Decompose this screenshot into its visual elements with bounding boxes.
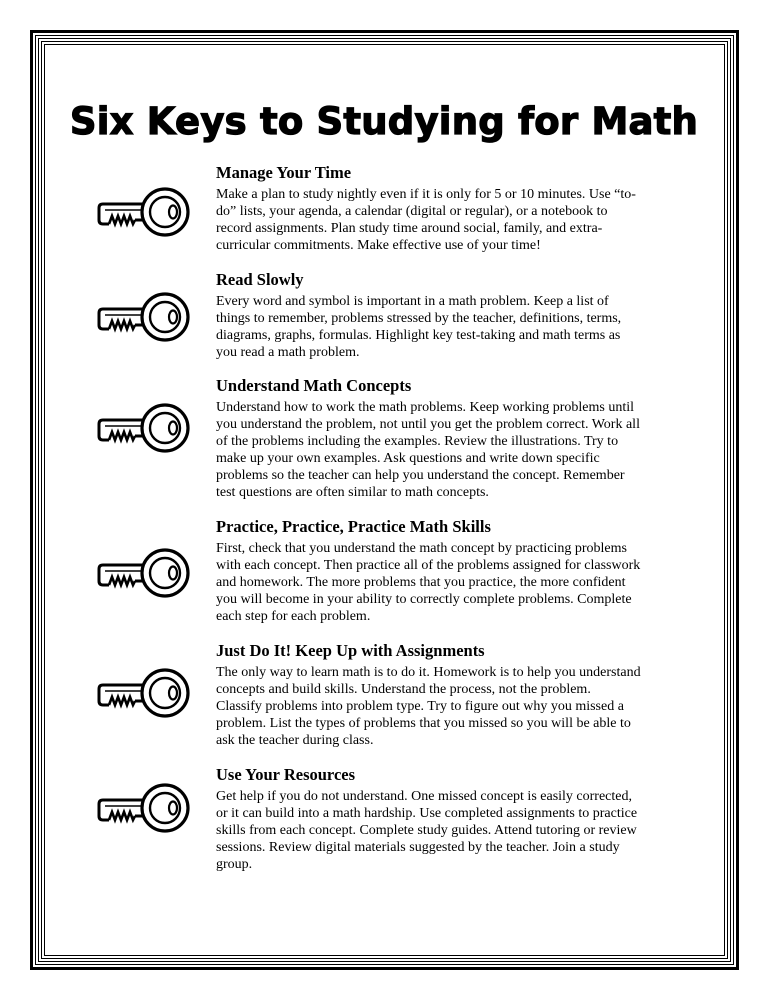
body-line: ask the teacher during class. [216,733,374,748]
section-heading: Manage Your Time [216,163,352,182]
body-line: concepts and build skills. Understand the process, not the problem. [216,682,591,697]
body-line: The only way to learn math is to do it. Homework is to help you understand [216,665,641,680]
section-body [216,788,686,873]
page-title: Six Keys to Studying for Math [69,100,699,143]
body-line: curricular commitments. Make effective use of your time! [216,238,541,253]
section-body [216,664,686,749]
section-practice-math-skills [216,517,686,625]
body-line: test questions are often similar to math concepts. [216,485,489,500]
key-icon [95,182,195,242]
section-use-your-resources [216,765,686,873]
section-heading: Practice, Practice, Practice Math Skills [216,517,491,536]
body-line: of the problems including the examples. Review the illustrations. Try to [216,434,619,449]
body-line: you read a math problem. [216,345,360,360]
key-icon [95,398,195,458]
body-line: Classify problems into problem type. Try to figure out why you missed a [216,699,624,714]
body-line: and homework. The more problems that you practice, the more confident [216,575,626,590]
body-line: make up your own examples. Ask questions and write down specific [216,451,600,466]
section-keep-up-with-assignments [216,641,686,749]
body-line: Make a plan to study nightly even if it is only for 5 or 10 minutes. Use “to- [216,187,636,202]
section-body [216,186,686,254]
body-line: First, check that you understand the math concept by practicing problems [216,541,627,556]
body-line: problems so the teacher can help you understand the concept. Remember [216,468,625,483]
section-body [216,293,686,361]
body-line: do” lists, your agenda, a calendar (digital or regular), or a notebook to [216,204,608,219]
key-icon [95,287,195,347]
body-line: you understand the problem, not until you get the problem correct. Work all [216,417,640,432]
section-read-slowly [216,270,686,361]
body-line: you will become in your ability to correctly complete problems. Complete [216,592,632,607]
body-line: Get help if you do not understand. One missed concept is easily corrected, [216,789,632,804]
section-body [216,399,686,501]
body-line: or it can build into a math hardship. Use completed assignments to practice [216,806,638,821]
key-icon [95,663,195,723]
key-icon [95,543,195,603]
section-heading: Read Slowly [216,270,304,289]
section-heading: Just Do It! Keep Up with Assignments [216,641,485,660]
body-line: group. [216,857,253,872]
section-manage-your-time [216,163,686,254]
section-heading: Use Your Resources [216,765,356,784]
body-line: skills from each concept. Complete study guides. Attend tutoring or review [216,823,637,838]
section-understand-math-concepts [216,376,686,501]
body-line: diagrams, graphs, formulas. Highlight key test-taking and math terms as [216,328,621,343]
key-icon [95,778,195,838]
body-line: Every word and symbol is important in a math problem. Keep a list of [216,294,609,309]
section-body [216,540,686,625]
body-line: with each concept. Then practice all of the problems assigned for classwork [216,558,641,573]
body-line: record assignments. Plan study time around social, family, and extra- [216,221,603,236]
body-line: problem. List the types of problems that you missed so you will be able to [216,716,631,731]
body-line: sessions. Review digital materials suggested by the teacher. Join a study [216,840,620,855]
section-heading: Understand Math Concepts [216,376,412,395]
body-line: Understand how to work the math problems. Keep working problems until [216,400,634,415]
body-line: things to remember, problems stressed by the teacher, definitions, terms, [216,311,622,326]
body-line: each step for each problem. [216,609,371,624]
